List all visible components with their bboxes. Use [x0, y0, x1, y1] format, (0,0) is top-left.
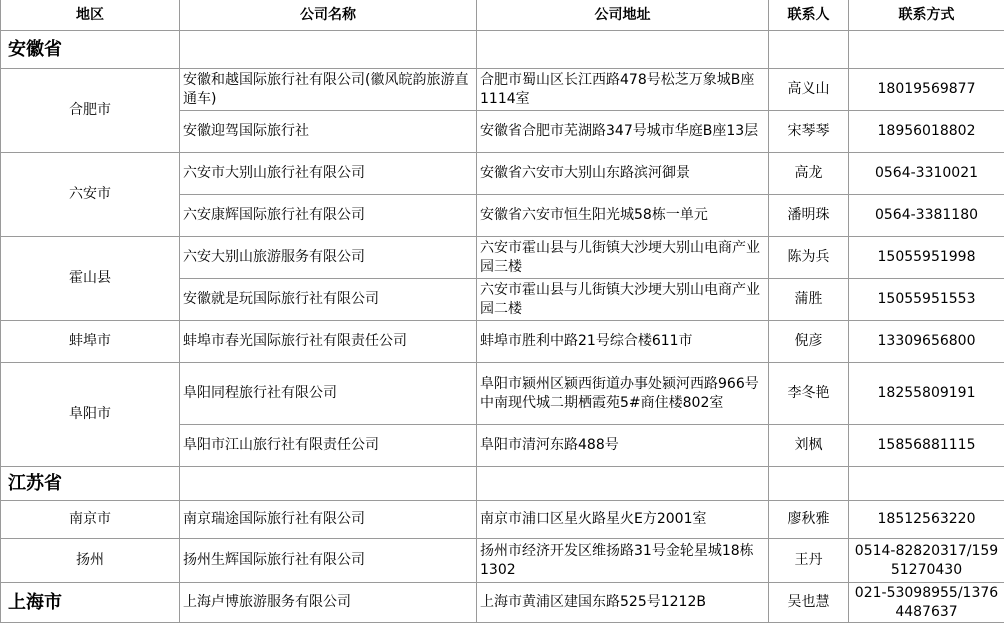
city-luan: 六安市 — [1, 153, 180, 237]
phone-cell: 15055951998 — [849, 237, 1004, 279]
phone-cell: 0564-3381180 — [849, 195, 1004, 237]
company-cell: 上海卢博旅游服务有限公司 — [180, 583, 477, 623]
contact-cell: 吴也慧 — [769, 583, 849, 623]
company-cell: 六安康辉国际旅行社有限公司 — [180, 195, 477, 237]
province-row — [1, 31, 1004, 69]
province-jiangsu: 江苏省 — [1, 467, 180, 501]
company-cell: 安徽和越国际旅行社有限公司(徽风皖韵旅游直通车) — [180, 69, 477, 111]
province-anhui: 安徽省 — [1, 31, 180, 69]
company-cell: 阜阳市江山旅行社有限责任公司 — [180, 425, 477, 467]
city-yangzhou: 扬州 — [1, 539, 180, 583]
address-cell: 六安市霍山县与儿街镇大沙埂大别山电商产业园三楼 — [477, 237, 769, 279]
table-row — [1, 539, 1004, 583]
table-row — [1, 153, 1004, 195]
header-phone: 联系方式 — [849, 0, 1004, 31]
contact-cell: 李冬艳 — [769, 363, 849, 425]
city-nanjing: 南京市 — [1, 501, 180, 539]
contact-cell: 高龙 — [769, 153, 849, 195]
address-cell: 扬州市经济开发区维扬路31号金轮星城18栋1302 — [477, 539, 769, 583]
phone-cell: 0564-3310021 — [849, 153, 1004, 195]
address-cell: 安徽省六安市恒生阳光城58栋一单元 — [477, 195, 769, 237]
phone-cell: 13309656800 — [849, 321, 1004, 363]
city-hefei: 合肥市 — [1, 69, 180, 153]
company-cell: 南京瑞途国际旅行社有限公司 — [180, 501, 477, 539]
header-contact: 联系人 — [769, 0, 849, 31]
table-row — [1, 321, 1004, 363]
contact-cell: 王丹 — [769, 539, 849, 583]
company-cell: 蚌埠市春光国际旅行社有限责任公司 — [180, 321, 477, 363]
city-bengbu: 蚌埠市 — [1, 321, 180, 363]
contact-cell: 蒲胜 — [769, 279, 849, 321]
address-cell: 阜阳市颍州区颍西街道办事处颍河西路966号中南现代城二期栖霞苑5#商住楼802室 — [477, 363, 769, 425]
address-cell: 合肥市蜀山区长江西路478号松芝万象城B座1114室 — [477, 69, 769, 111]
address-cell: 南京市浦口区星火路星火E方2001室 — [477, 501, 769, 539]
company-cell: 阜阳同程旅行社有限公司 — [180, 363, 477, 425]
company-cell: 安徽就是玩国际旅行社有限公司 — [180, 279, 477, 321]
contact-cell: 宋琴琴 — [769, 111, 849, 153]
company-cell: 安徽迎驾国际旅行社 — [180, 111, 477, 153]
table-row — [1, 583, 1004, 623]
table-row — [1, 69, 1004, 111]
address-cell: 六安市霍山县与儿街镇大沙埂大别山电商产业园二楼 — [477, 279, 769, 321]
province-row — [1, 467, 1004, 501]
table-row — [1, 363, 1004, 425]
phone-cell: 18956018802 — [849, 111, 1004, 153]
contact-cell: 倪彦 — [769, 321, 849, 363]
contact-cell: 刘枫 — [769, 425, 849, 467]
phone-cell: 18512563220 — [849, 501, 1004, 539]
company-cell: 扬州生辉国际旅行社有限公司 — [180, 539, 477, 583]
phone-cell: 15055951553 — [849, 279, 1004, 321]
header-address: 公司地址 — [477, 0, 769, 31]
table-row — [1, 501, 1004, 539]
address-cell: 安徽省合肥市芜湖路347号城市华庭B座13层 — [477, 111, 769, 153]
address-cell: 蚌埠市胜利中路21号综合楼611市 — [477, 321, 769, 363]
contact-cell: 廖秋雅 — [769, 501, 849, 539]
address-cell: 上海市黄浦区建国东路525号1212B — [477, 583, 769, 623]
company-cell: 六安市大别山旅行社有限公司 — [180, 153, 477, 195]
phone-cell: 0514-82820317/15951270430 — [849, 539, 1004, 583]
phone-cell: 021-53098955/13764487637 — [849, 583, 1004, 623]
province-shanghai: 上海市 — [1, 583, 180, 623]
phone-cell: 15856881115 — [849, 425, 1004, 467]
address-cell: 阜阳市清河东路488号 — [477, 425, 769, 467]
contact-cell: 潘明珠 — [769, 195, 849, 237]
phone-cell: 18019569877 — [849, 69, 1004, 111]
table-row — [1, 237, 1004, 279]
contact-cell: 高义山 — [769, 69, 849, 111]
company-cell: 六安大别山旅游服务有限公司 — [180, 237, 477, 279]
address-cell: 安徽省六安市大别山东路滨河御景 — [477, 153, 769, 195]
city-huoshan: 霍山县 — [1, 237, 180, 321]
city-fuyang: 阜阳市 — [1, 363, 180, 467]
contact-cell: 陈为兵 — [769, 237, 849, 279]
phone-cell: 18255809191 — [849, 363, 1004, 425]
header-region: 地区 — [1, 0, 180, 31]
header-row — [1, 0, 1004, 31]
header-company: 公司名称 — [180, 0, 477, 31]
